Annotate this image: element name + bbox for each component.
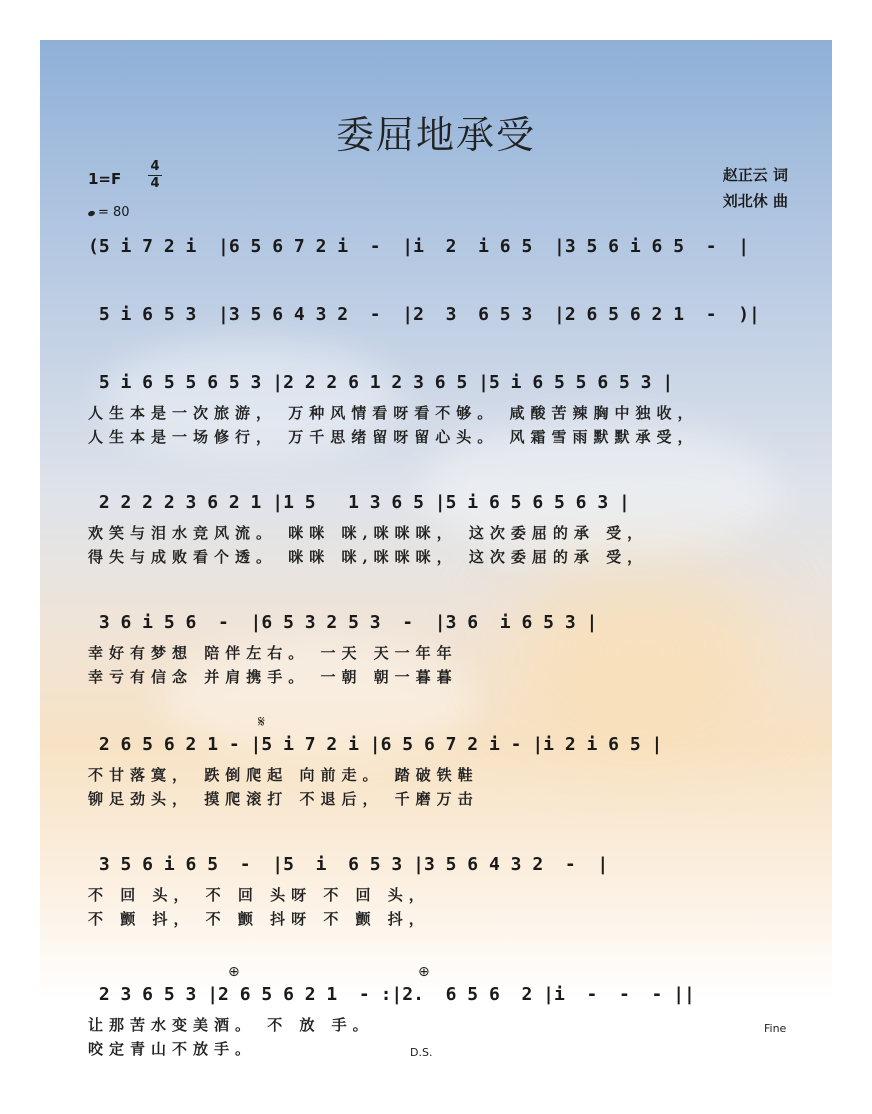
lyric-line-7-verse-1: 不 回 头， 不 回 头呀 不 回 头， — [88, 886, 430, 904]
key-signature: 1=F — [88, 170, 122, 188]
notation-line-4: 2 2 2 2 3 6 2 1 |1 5 1 3 6 5 |5 i 6 5 6 5 6 3 | — [88, 492, 630, 513]
time-signature — [148, 160, 162, 191]
tempo-marking — [88, 205, 130, 220]
notation-line-6: 2 6 5 6 2 1 - |5 i 7 2 i |6 5 6 7 2 i - |i 2 i 6 5 | — [88, 734, 663, 755]
page-title: 委屈地承受 — [335, 113, 536, 157]
lyricist-credit: 赵正云 词 — [722, 166, 788, 184]
lyric-line-5-verse-1: 幸好有梦想 陪伴左右。 一天 天一年年 — [88, 644, 458, 662]
lyric-line-6-verse-1: 不甘落寞， 跌倒爬起 向前走。 踏破铁鞋 — [88, 766, 479, 784]
notation-line-5: 3 6 i 5 6 - |6 5 3 2 5 3 - |3 6 i 6 5 3 | — [88, 612, 598, 633]
lyric-line-3-verse-1: 人生本是一次旅游， 万种风情看呀看不够。 咸酸苦辣胸中独收， — [88, 404, 699, 422]
notation-line-2: 5 i 6 5 3 |3 5 6 4 3 2 - |2 3 6 5 3 |2 6 5 6 2 1 - )| — [88, 304, 760, 325]
ds-mark: D.S. — [410, 1046, 433, 1059]
lyric-line-8-verse-1: 让那苦水变美酒。 不 放 手。 — [88, 1016, 374, 1034]
notation-line-7: 3 5 6 i 6 5 - |5 i 6 5 3 |3 5 6 4 3 2 - | — [88, 854, 609, 875]
quarter-note-icon — [87, 210, 95, 217]
notation-line-3: 5 i 6 5 5 6 5 3 |2 2 2 6 1 2 3 6 5 |5 i 6 5 5 6 5 3 | — [88, 372, 674, 393]
segno-mark: 𝄋 — [258, 712, 265, 731]
lyric-line-4-verse-1: 欢笑与泪水竞风流。 咪咪 咪,咪咪咪， 这次委屈的承 受， — [88, 524, 649, 542]
fine-mark: Fine — [764, 1022, 787, 1035]
lyric-line-3-verse-2: 人生本是一场修行， 万千思绪留呀留心头。 风霜雪雨默默承受， — [88, 428, 699, 446]
lyric-line-8-verse-2: 咬定青山不放手。 — [88, 1040, 257, 1058]
coda-mark-2: ⊕ — [418, 964, 430, 980]
lyric-line-7-verse-2: 不 颤 抖， 不 颤 抖呀 不 颤 抖， — [88, 910, 430, 928]
time-signature-top: 4 — [150, 159, 160, 174]
time-signature-bottom: 4 — [150, 176, 160, 191]
notation-line-8: 2 3 6 5 3 |2 6 5 6 2 1 - :|2. 6 5 6 2 |i - - - || — [88, 984, 695, 1005]
coda-mark-1: ⊕ — [228, 964, 240, 980]
notation-line-1: (5 i 7 2 i |6 5 6 7 2 i - |i 2 i 6 5 |3 5 6 i 6 5 - | — [88, 236, 750, 257]
score-sheet — [40, 40, 832, 1074]
lyric-line-4-verse-2: 得失与成败看个透。 咪咪 咪,咪咪咪， 这次委屈的承 受， — [88, 548, 649, 566]
lyric-line-6-verse-2: 铆足劲头， 摸爬滚打 不退后， 千磨万击 — [88, 790, 479, 808]
tempo-value: = 80 — [98, 205, 130, 220]
lyric-line-5-verse-2: 幸亏有信念 并肩携手。 一朝 朝一暮暮 — [88, 668, 458, 686]
composer-credit: 刘北休 曲 — [722, 192, 788, 210]
